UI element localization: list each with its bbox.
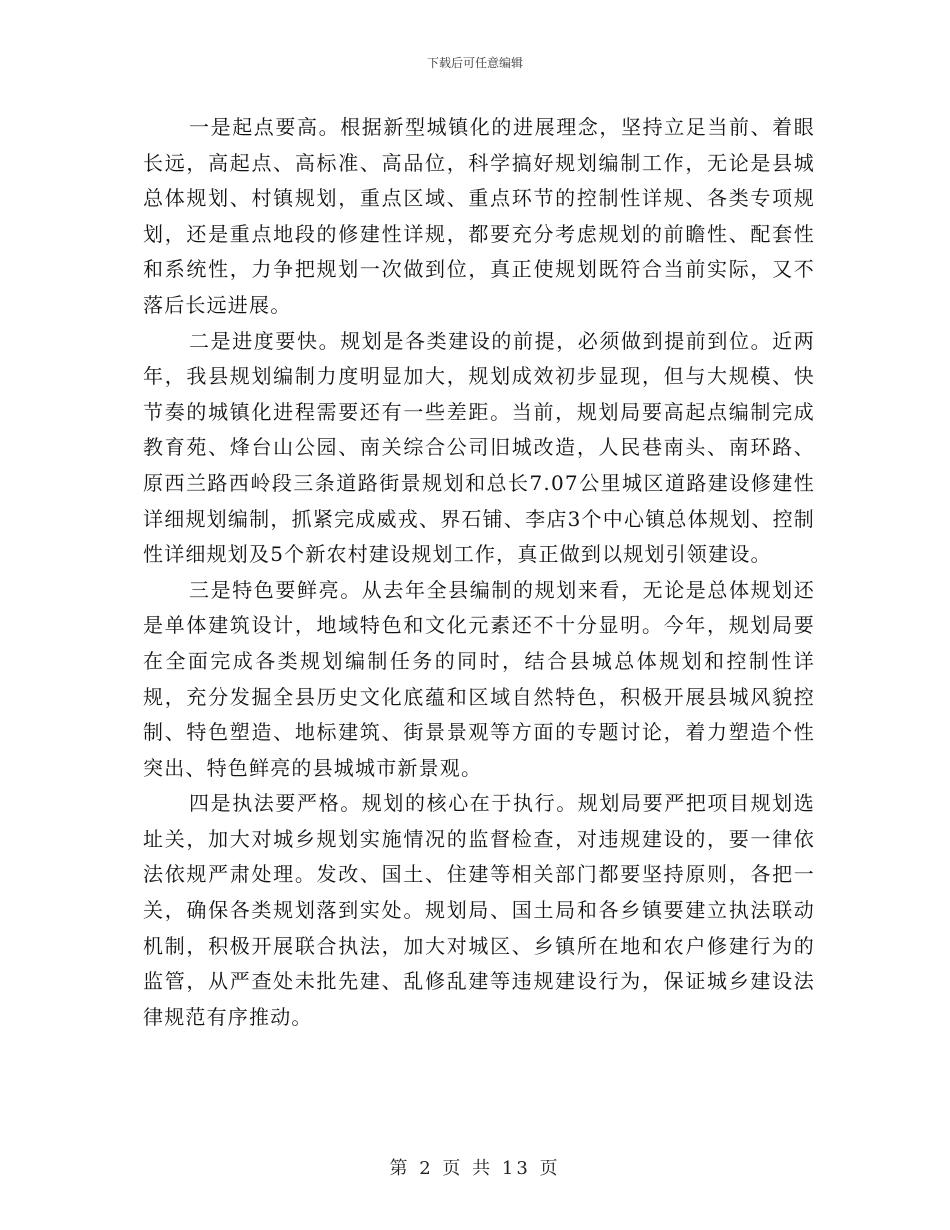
footer-suffix: 页: [539, 1158, 561, 1179]
footer-page-number: 2: [419, 1158, 434, 1179]
footer-prefix: 第: [389, 1158, 411, 1179]
footer-total-pages: 13: [501, 1158, 531, 1179]
page-header: 下载后可任意编辑: [426, 56, 523, 70]
page-footer: [0, 1154, 950, 1180]
footer-middle: 页 共: [442, 1158, 494, 1179]
paragraph-1: 一是起点要高。根据新型城镇化的进展理念，坚持立足当前、着眼长远，高起点、高标准、高品位，科学搞好规划编制工作，无论是县城总体规划、村镇规划，重点区域、重点环节的控制性详规、各类专项规划，还是重点地段的修建性详规，都要充分考虑规划的前瞻性、配套性和系统性，力争把规划一次做到位，真正使规划既符合当前实际，又不落后长远进展。: [143, 115, 815, 317]
paragraph-2: 二是进度要快。规划是各类建设的前提，必须做到提前到位。近两年，我县规划编制力度明显加大，规划成效初步显现，但与大规模、快节奏的城镇化进程需要还有一些差距。当前，规划局要高起点编制完成教育苑、烽台山公园、南关综合公司旧城改造，人民巷南头、南环路、原西兰路西岭段三条道路街景规划和总长7.07公里城区道路建设修建性详细规划编制，抓紧完成威戎、界石铺、李店3个中心镇总体规划、控制性详细规划及5个新农村建设规划工作，真正做到以规划引领建设。: [143, 328, 815, 567]
paragraph-4: 四是执法要严格。规划的核心在于执行。规划局要严把项目规划选址关，加大对城乡规划实施情况的监督检查，对违规建设的，要一律依法依规严肃处理。发改、国土、住建等相关部门都要坚持原则，各把一关，确保各类规划落到实处。规划局、国土局和各乡镇要建立执法联动机制，积极开展联合执法，加大对城区、乡镇所在地和农户修建行为的监管，从严查处未批先建、乱修乱建等违规建设行为，保证城乡建设法律规范有序推动。: [143, 791, 815, 1029]
document-body: [143, 110, 815, 1035]
paragraph-3: 三是特色要鲜亮。从去年全县编制的规划来看，无论是总体规划还是单体建筑设计，地域特色和文化元素还不十分显明。今年，规划局要在全面完成各类规划编制任务的同时，结合县城总体规划和控制性详规，充分发掘全县历史文化底蕴和区域自然特色，积极开展县城风貌控制、特色塑造、地标建筑、街景景观等方面的专题讨论，着力塑造个性突出、特色鲜亮的县城城市新景观。: [143, 577, 815, 780]
